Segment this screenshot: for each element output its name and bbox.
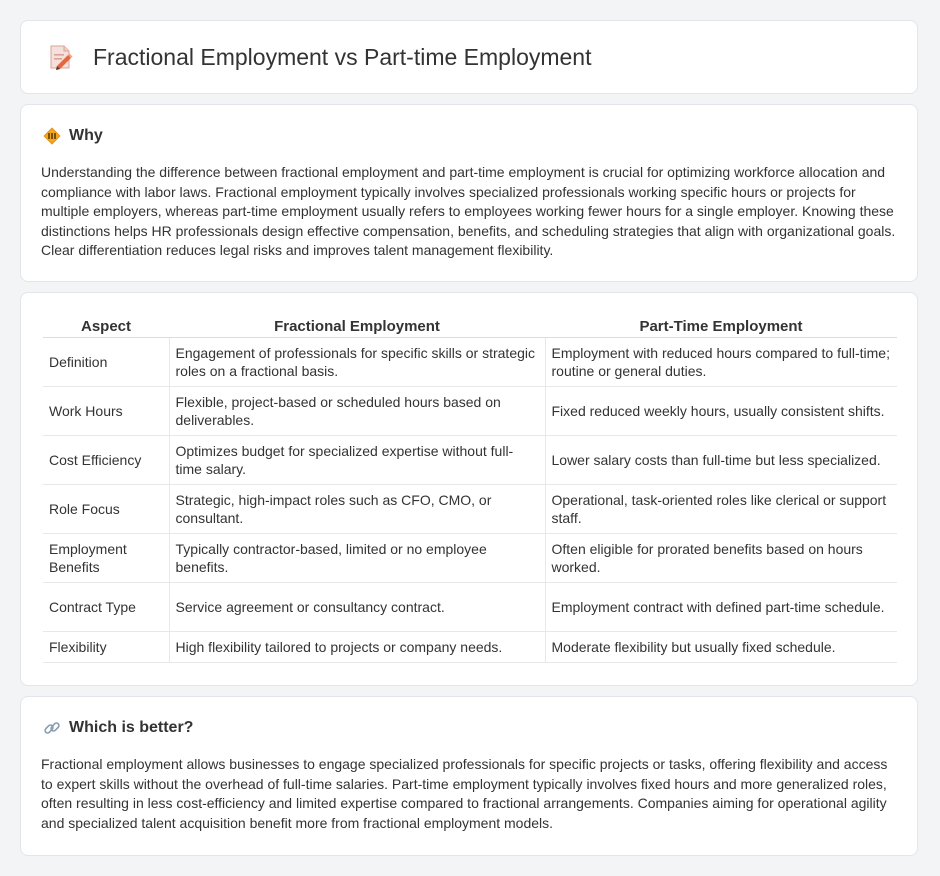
title-row bbox=[47, 43, 592, 71]
part-time-cell: Operational, task-oriented roles like clerical or support staff. bbox=[545, 485, 897, 534]
table-row bbox=[43, 436, 897, 485]
better-heading-row bbox=[43, 719, 193, 737]
header-fractional: Fractional Employment bbox=[169, 315, 545, 338]
better-heading: Which is better? bbox=[69, 719, 194, 736]
fractional-cell: High flexibility tailored to projects or company needs. bbox=[169, 632, 545, 663]
part-time-cell: Employment contract with defined part-time schedule. bbox=[545, 583, 897, 632]
table-row bbox=[43, 632, 897, 663]
header-part-time: Part-Time Employment bbox=[545, 315, 897, 338]
link-icon bbox=[43, 719, 61, 737]
why-heading: Why bbox=[69, 127, 103, 144]
which-is-better-section bbox=[20, 696, 918, 856]
document-pencil-icon bbox=[47, 43, 73, 71]
fractional-cell: Typically contractor-based, limited or no employee benefits. bbox=[169, 534, 545, 583]
fractional-cell: Optimizes budget for specialized expertise without full-time salary. bbox=[169, 436, 545, 485]
why-body: Understanding the difference between fractional employment and part-time employment is crucial for optimizing workforce allocation and compliance with labor laws. Fractional employment typically involves specialized professionals working specific hours or projects for multiple employers, whereas part-time employment usually refers to employees working fewer hours for a single employer. Knowing these distinctions helps HR professionals design effective compensation, benefits, and scheduling strategies that align with organizational goals. Clear differentiation reduces legal risks and improves talent management flexibility. bbox=[41, 164, 896, 259]
header-aspect: Aspect bbox=[43, 315, 169, 338]
part-time-cell: Moderate flexibility but usually fixed schedule. bbox=[545, 632, 897, 663]
part-time-cell: Employment with reduced hours compared to full-time; routine or general duties. bbox=[545, 338, 897, 387]
fractional-cell: Engagement of professionals for specific skills or strategic roles on a fractional basis. bbox=[169, 338, 545, 387]
comparison-section bbox=[20, 292, 918, 686]
better-body: Fractional employment allows businesses to engage specialized professionals for specific projects or tasks, offering flexibility and access to expert skills without the overhead of full-time salaries. Part-time employment typically involves fixed hours and more generalized roles, often resulting in less cost-efficiency and limited expertise compared to fractional arrangements. Companies aiming for operational agility and specialized talent acquisition benefit more from fractional employment models. bbox=[41, 756, 888, 831]
page-title: Fractional Employment vs Part-time Employment bbox=[93, 43, 592, 70]
table-row bbox=[43, 338, 897, 387]
aspect-cell: Cost Efficiency bbox=[43, 436, 169, 485]
aspect-cell: Work Hours bbox=[43, 387, 169, 436]
fractional-cell: Flexible, project-based or scheduled hours based on deliverables. bbox=[169, 387, 545, 436]
aspect-cell: Contract Type bbox=[43, 583, 169, 632]
why-heading-row bbox=[43, 127, 103, 145]
table-row bbox=[43, 485, 897, 534]
table-row bbox=[43, 583, 897, 632]
aspect-cell: Role Focus bbox=[43, 485, 169, 534]
diamond-warning-icon bbox=[43, 127, 61, 145]
aspect-cell: Employment Benefits bbox=[43, 534, 169, 583]
aspect-cell: Flexibility bbox=[43, 632, 169, 663]
part-time-cell: Often eligible for prorated benefits based on hours worked. bbox=[545, 534, 897, 583]
table-row bbox=[43, 387, 897, 436]
title-card bbox=[20, 20, 918, 94]
part-time-cell: Lower salary costs than full-time but less specialized. bbox=[545, 436, 897, 485]
part-time-cell: Fixed reduced weekly hours, usually consistent shifts. bbox=[545, 387, 897, 436]
why-section bbox=[20, 104, 918, 282]
table-row bbox=[43, 534, 897, 583]
aspect-cell: Definition bbox=[43, 338, 169, 387]
table-header-row bbox=[43, 315, 897, 338]
fractional-cell: Strategic, high-impact roles such as CFO, CMO, or consultant. bbox=[169, 485, 545, 534]
comparison-table bbox=[43, 315, 897, 663]
fractional-cell: Service agreement or consultancy contract. bbox=[169, 583, 545, 632]
